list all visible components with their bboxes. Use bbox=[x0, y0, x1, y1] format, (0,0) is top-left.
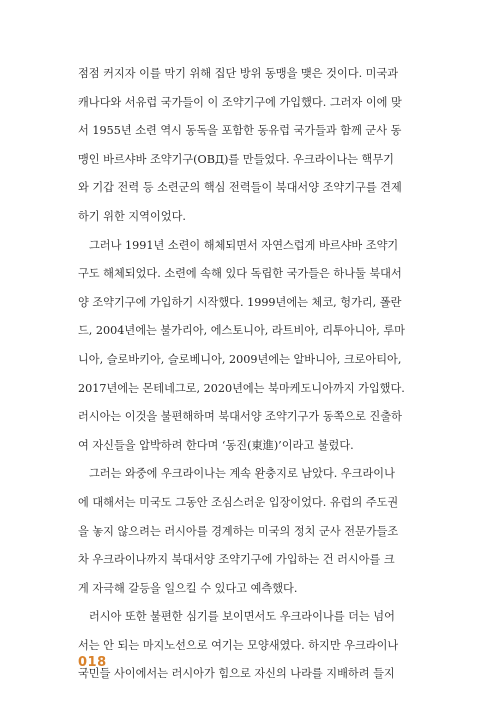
text-line: 캐나다와 서유럽 국가들이 이 조약기구에 가입했다. 그러자 이에 맞 bbox=[78, 95, 402, 109]
text-line: 여 자신들을 압박하려 한다며 ‘동진(東進)’이라고 불렀다. bbox=[78, 438, 354, 452]
text-line: 에 대해서는 미국도 그동안 조심스러운 입장이었다. 유럽의 주도권 bbox=[78, 495, 399, 509]
text-line: 그러는 와중에 우크라이나는 계속 완충지로 남았다. 우크라이나 bbox=[89, 467, 395, 481]
text-line: 점점 커지자 이를 막기 위해 집단 방위 동맹을 맺은 것이다. 미국과 bbox=[78, 67, 399, 80]
text-line: 국민들 사이에서는 러시아가 힘으로 자신의 나라를 지배하려 들지 bbox=[78, 667, 395, 681]
text-line: 와 기갑 전력 등 소련군의 핵심 전력들이 북대서양 조약기구를 견제 bbox=[78, 181, 402, 195]
text-line: 2017년에는 몬테네그로, 2020년에는 북마케도니아까지 가입했다. bbox=[78, 381, 405, 395]
text-line: 서 1955년 소련 역시 동독을 포함한 동유럽 국가들과 함께 군사 동 bbox=[78, 124, 402, 138]
text-line: 그러나 1991년 소련이 해체되면서 자연스럽게 바르샤바 조약기 bbox=[89, 238, 399, 252]
text-line: 맹인 바르샤바 조약기구(OBД)를 만들었다. 우크라이나는 핵무기 bbox=[78, 152, 394, 166]
text-line: 구도 해체되었다. 소련에 속해 있다 독립한 국가들은 하나둘 북대서 bbox=[78, 267, 402, 281]
page-number: 018 bbox=[78, 655, 107, 670]
text-line: 서는 안 되는 마지노선으로 여기는 모양새였다. 하지만 우크라이나 bbox=[78, 638, 399, 652]
text-line: 드, 2004년에는 불가리아, 에스토니아, 라트비아, 리투아니아, 루마 bbox=[78, 324, 405, 338]
text-line: 양 조약기구에 가입하기 시작했다. 1999년에는 체코, 헝가리, 폴란 bbox=[78, 295, 402, 309]
text-line: 차 우크라이나까지 북대서양 조약기구에 가입하는 건 러시아를 크 bbox=[78, 553, 395, 567]
text-line: 하기 위한 지역이었다. bbox=[78, 209, 186, 223]
text-line: 을 놓지 않으려는 러시아를 경계하는 미국의 정치 군사 전문가들조 bbox=[78, 524, 399, 538]
text-line: 러시아는 이것을 불편해하며 북대서양 조약기구가 동쪽으로 진출하 bbox=[78, 410, 402, 424]
text-line: 게 자극해 갈등을 일으킬 수 있다고 예측했다. bbox=[78, 581, 298, 595]
text-line: 러시아 또한 불편한 심기를 보이면서도 우크라이나를 더는 넘어 bbox=[89, 610, 395, 624]
body-text bbox=[78, 60, 428, 689]
text-line: 니아, 슬로바키아, 슬로베니아, 2009년에는 알바니아, 크로아티아, bbox=[78, 352, 402, 366]
